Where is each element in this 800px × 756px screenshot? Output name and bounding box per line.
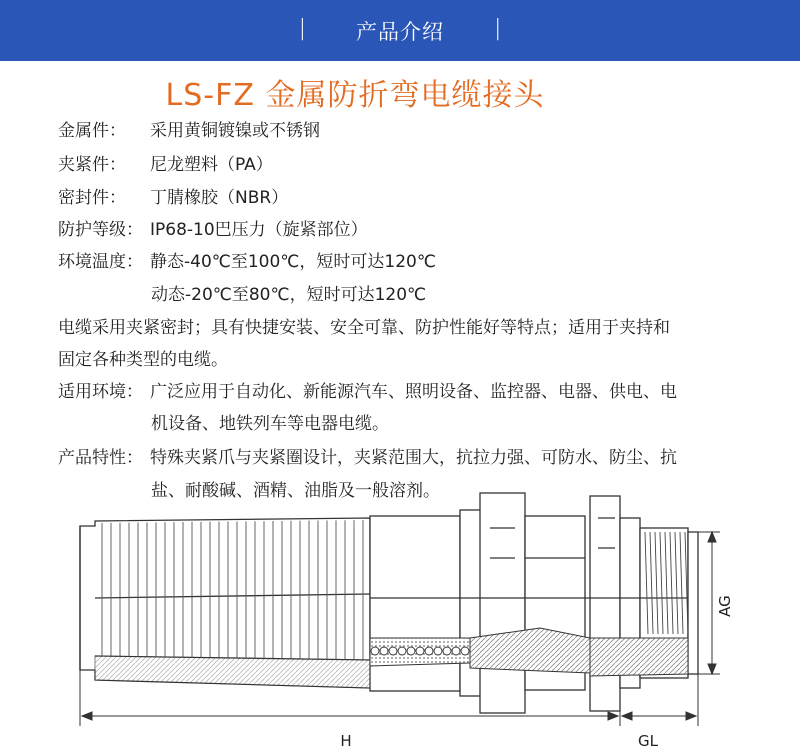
spec-row-metal <box>58 121 320 141</box>
seal-ring <box>380 647 388 655</box>
description-line-2: 固定各种类型的电缆。 <box>58 350 228 370</box>
spec-row-protection <box>58 220 368 240</box>
cable-gland-drawing <box>70 488 750 756</box>
seal-ring <box>407 647 415 655</box>
spec-row-temperature <box>58 252 436 272</box>
spec-label: 防护等级： <box>58 220 143 240</box>
header-divider-left: | <box>298 16 306 41</box>
spec-temperature-dynamic: 动态-20℃至80℃，短时可达120℃ <box>151 285 427 305</box>
header-banner <box>0 0 800 61</box>
spec-label: 密封件： <box>58 188 126 208</box>
spec-label: 环境温度： <box>58 252 143 272</box>
spec-value: 尼龙塑料（PA） <box>150 155 273 175</box>
seal-ring <box>425 647 433 655</box>
dimension-ag-label: AG <box>716 595 734 617</box>
seal-ring <box>443 647 451 655</box>
seal-rings <box>371 647 469 655</box>
header-title: 产品介绍 <box>356 19 444 44</box>
product-title: LS-FZ 金属防折弯电缆接头 <box>165 78 545 113</box>
features-label: 产品特性： <box>58 448 143 468</box>
application-row <box>58 382 677 402</box>
spec-value: 静态-40℃至100℃，短时可达120℃ <box>150 252 436 272</box>
fitting-body <box>370 493 698 713</box>
application-line-2: 机设备、地铁列车等电器电缆。 <box>151 414 389 434</box>
seal-ring <box>452 647 460 655</box>
spec-row-seal <box>58 188 288 208</box>
spec-value: 丁腈橡胶（NBR） <box>150 188 289 208</box>
seal-ring <box>461 647 469 655</box>
description-line-1: 电缆采用夹紧密封；具有快捷安装、安全可靠、防护性能好等特点；适用于夹持和 <box>58 318 670 338</box>
seal-ring <box>416 647 424 655</box>
features-line-2: 盐、耐酸碱、酒精、油脂及一般溶剂。 <box>151 481 440 501</box>
application-label: 适用环境： <box>58 382 143 402</box>
features-line-1: 特殊夹紧爪与夹紧圈设计，夹紧范围大，抗拉力强、可防水、防尘、抗 <box>150 448 677 468</box>
spec-label: 夹紧件： <box>58 155 126 175</box>
features-row <box>58 448 677 468</box>
dimension-gl-label: GL <box>638 732 658 750</box>
seal-ring <box>434 647 442 655</box>
seal-ring <box>389 647 397 655</box>
header-divider-right: | <box>494 16 502 41</box>
spec-value: IP68-10巴压力（旋紧部位） <box>150 220 368 240</box>
application-line-1: 广泛应用于自动化、新能源汽车、照明设备、监控器、电器、供电、电 <box>150 382 677 402</box>
spec-label: 金属件： <box>58 121 126 141</box>
seal-ring <box>371 647 379 655</box>
dimension-h-label: H <box>340 732 352 750</box>
spec-value: 采用黄铜镀镍或不锈钢 <box>150 121 320 141</box>
spec-row-clamp <box>58 155 273 175</box>
seal-ring <box>398 647 406 655</box>
